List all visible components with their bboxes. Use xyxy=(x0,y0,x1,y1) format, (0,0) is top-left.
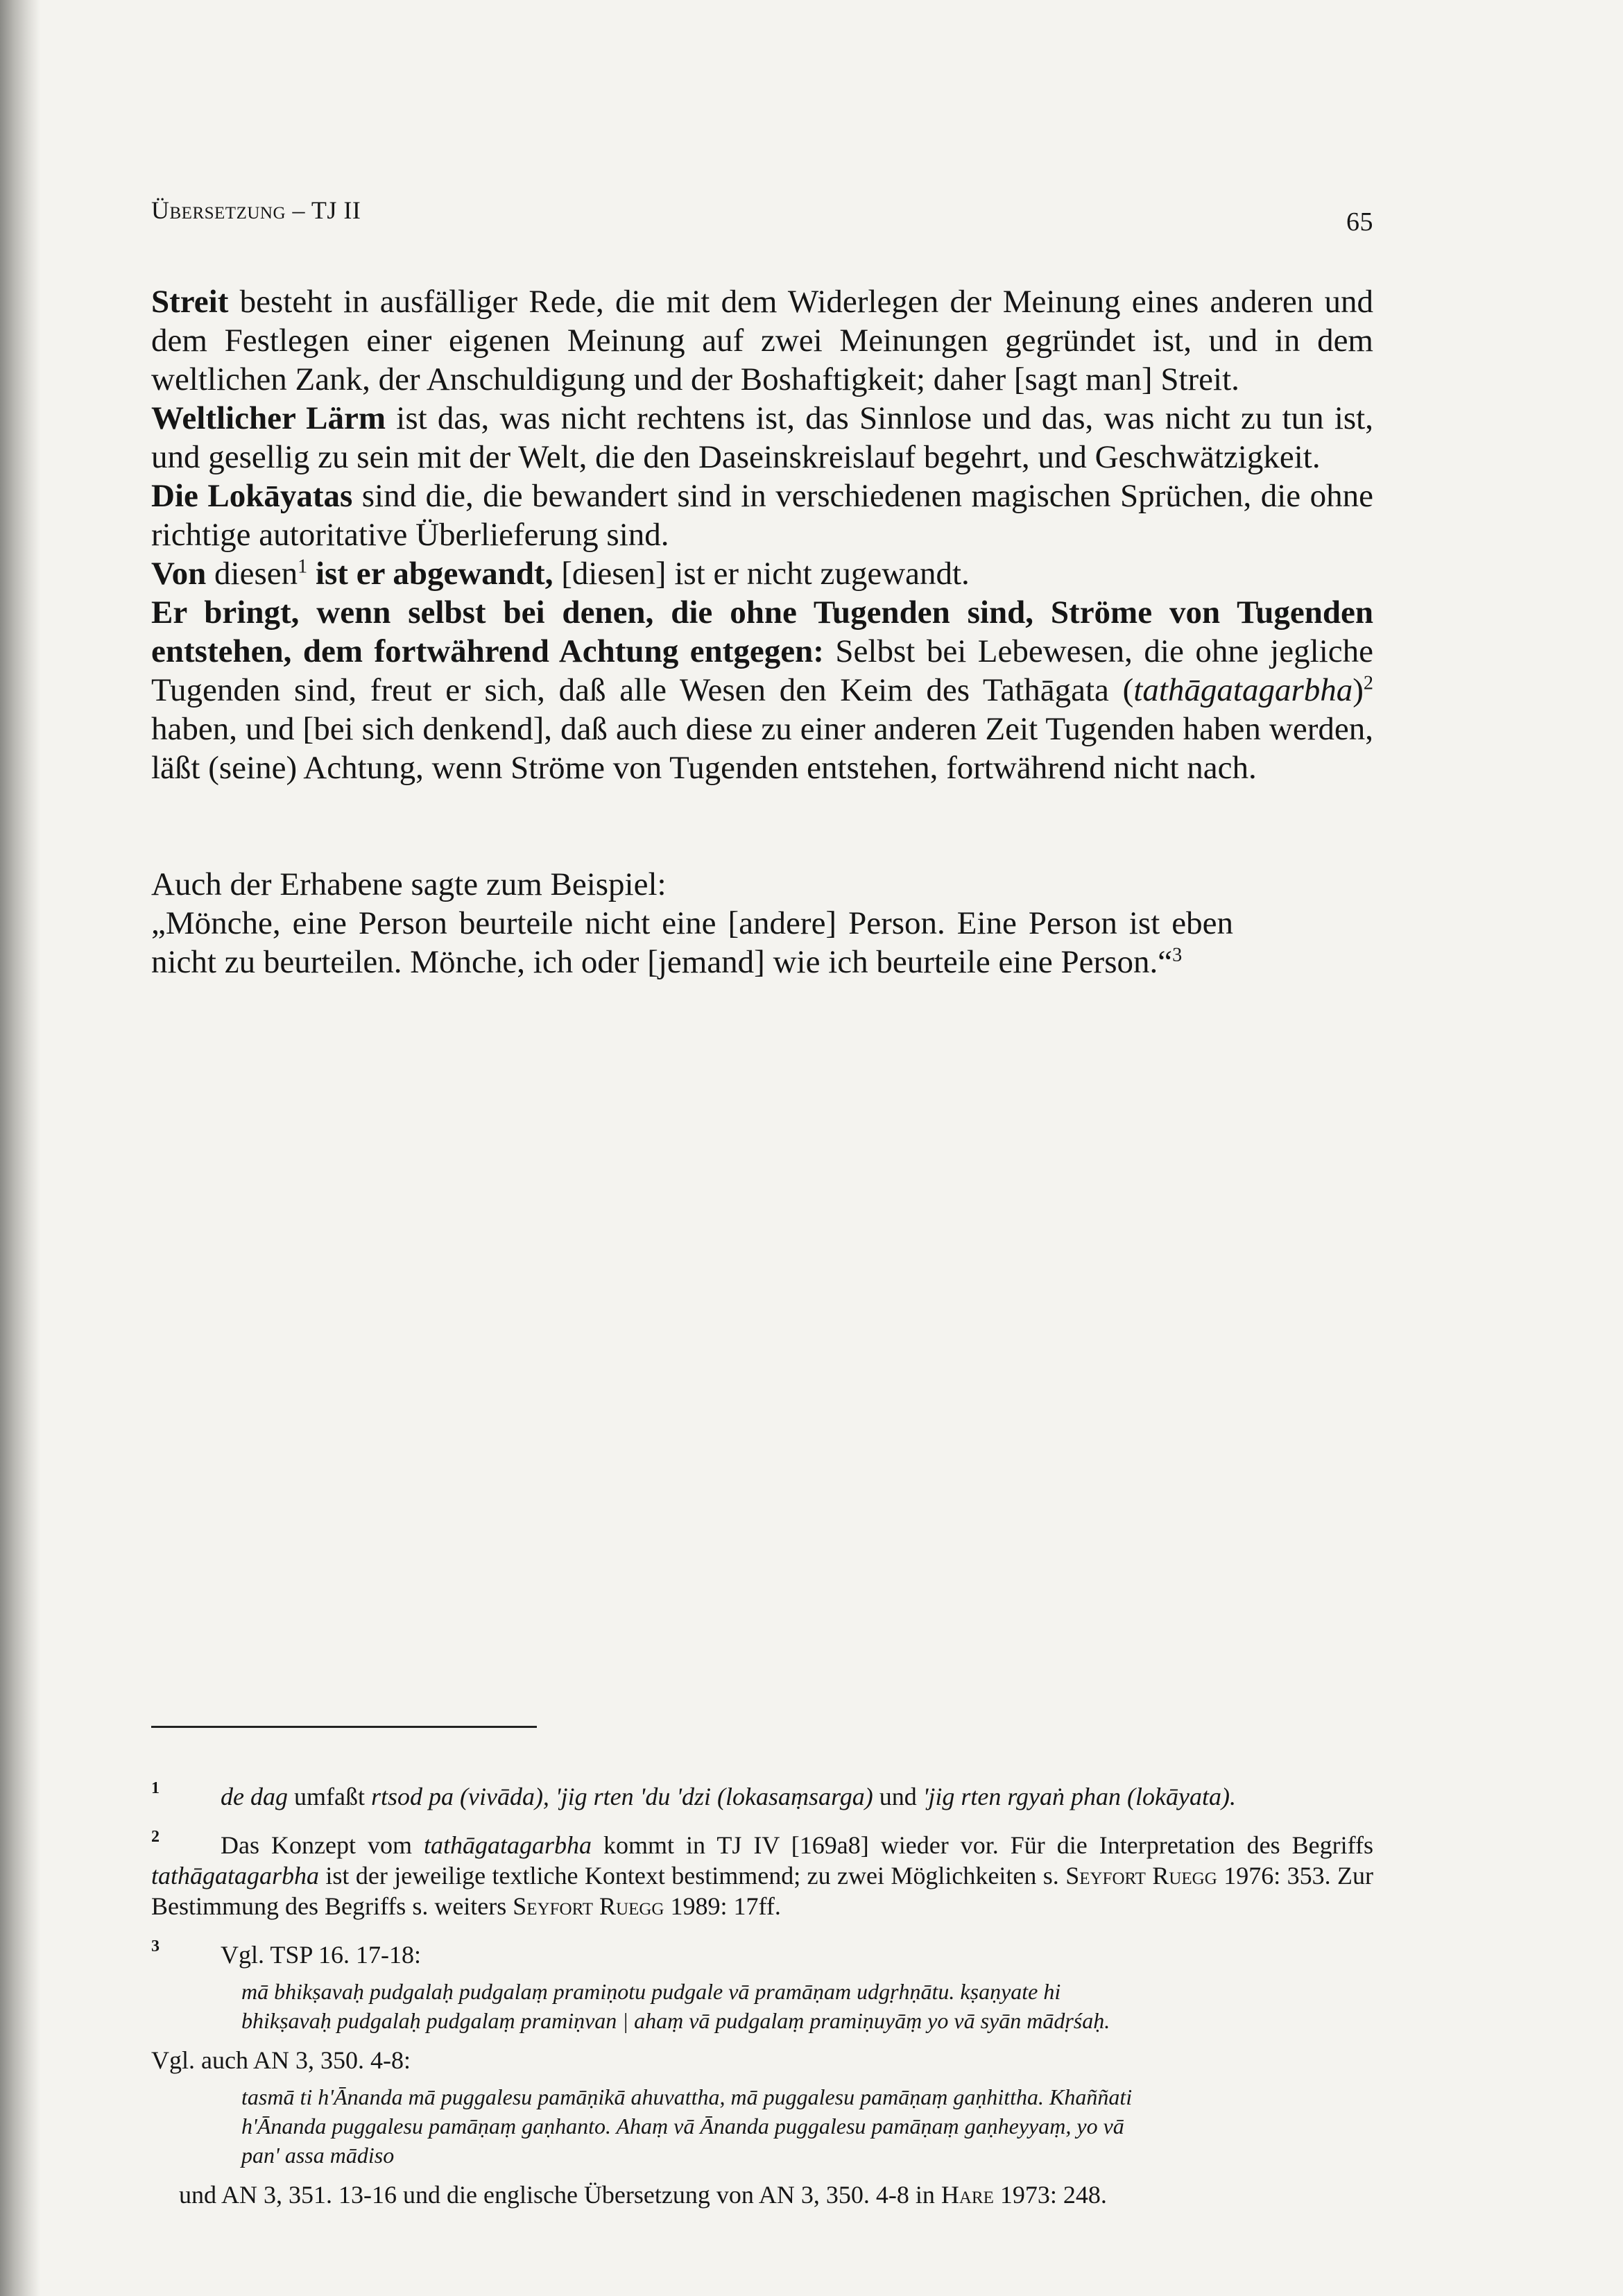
citation-line: h'Ānanda puggalesu pamāṇaṃ gaṇhanto. Ahaṃ vā Ānanda puggalesu pamāṇaṃ gaṇheyyaṃ, yo vā xyxy=(241,2114,1124,2139)
author: Seyfort Ruegg xyxy=(513,1892,664,1920)
author: Seyfort Ruegg xyxy=(1065,1862,1217,1890)
term-abgewandt: ist er abgewandt, xyxy=(307,556,553,592)
text: ist das, was nicht rechtens ist, das Sinnlose und das, was nicht zu tun ist, und gesellig zu sein mit der Welt, die den Daseinskreislauf begehrt, und Geschwätzigkeit. xyxy=(151,400,1373,475)
text: und xyxy=(873,1783,923,1810)
spacer xyxy=(151,787,1373,865)
footnote-3 xyxy=(151,1939,1373,2210)
page-number: 65 xyxy=(1346,207,1373,237)
italic: 'jig rten rgyaṅ phan (lokāyata). xyxy=(922,1783,1236,1810)
scan-binding-edge xyxy=(0,0,40,2296)
term-streit: Streit xyxy=(151,284,229,320)
term-weltlicher-laerm: Weltlicher Lärm xyxy=(151,400,386,436)
italic: de dag xyxy=(221,1783,288,1810)
text: sind die, die bewandert sind in verschiedenen magischen Sprüchen, die ohne richtige autoritative Überlieferung sind. xyxy=(151,478,1373,553)
footnote-separator xyxy=(151,1726,537,1728)
citation-line: tasmā ti h'Ānanda mā puggalesu pamāṇikā ahuvattha, mā puggalesu pamāṇaṃ gaṇhittha. Khaññati xyxy=(241,2084,1133,2109)
footnote-number: 1 xyxy=(151,1779,160,1797)
footnote-number: 3 xyxy=(151,1937,160,1955)
text: umfaßt xyxy=(287,1783,371,1810)
text: 1973: 248. xyxy=(993,2181,1107,2209)
text: ist der jeweilige textliche Kontext bestimmend; zu zwei Möglichkeiten s. xyxy=(319,1862,1066,1890)
paragraph-lokayatas xyxy=(151,477,1373,554)
citation-line: bhikṣavaḥ pudgalaḥ pudgalaṃ pramiṇvan | ahaṃ vā pudgalaṃ pramiṇuyāṃ yo vā syān mādṛśaḥ. xyxy=(241,2008,1110,2033)
term-er-bringt: Er bringt, wenn selbst bei denen, die ohne Tugenden sind, Ströme von Tugenden entstehen, dem fortwährend Achtung entgegen: xyxy=(151,594,1373,669)
text: 1976: 353. Zur Bestimmung des Begriffs s. weiters xyxy=(151,1862,1373,1920)
text: Selbst bei Lebewesen, die ohne jegliche Tugenden sind, freut er sich, daß alle Wesen den Keim des Tathāgata ( xyxy=(151,633,1373,708)
term-tathagatagarbha: tathāgatagarbha xyxy=(1133,672,1353,708)
footnote-2 xyxy=(151,1830,1373,1921)
term-von: Von xyxy=(151,556,207,592)
text: Das Konzept vom xyxy=(221,1831,424,1859)
text: haben, und [bei sich denkend], daß auch diese zu einer anderen Zeit Tugenden haben werden, läßt (seine) Achtung, wenn Ströme von Tugenden entstehen, fortwährend nicht nach. xyxy=(151,711,1373,786)
text: Vgl. auch AN 3, 350. 4-8: xyxy=(151,2046,411,2074)
paragraph-er-bringt xyxy=(151,593,1373,787)
text: und AN 3, 351. 13-16 und die englische Übersetzung von AN 3, 350. 4-8 in xyxy=(179,2181,941,2209)
text: 1989: 17ff. xyxy=(664,1892,781,1920)
pali-citation xyxy=(241,2082,1373,2170)
paragraph-von-diesen xyxy=(151,554,1373,593)
footnote-ref-1[interactable]: 1 xyxy=(298,556,308,578)
text: ) xyxy=(1352,672,1364,708)
footnotes xyxy=(151,1781,1373,2228)
italic: tathāgatagarbha xyxy=(424,1831,592,1859)
footnote-3-tail xyxy=(179,2179,1373,2210)
footnote-ref-2[interactable]: 2 xyxy=(1363,672,1373,694)
citation-line: pan' assa mādiso xyxy=(241,2143,395,2168)
italic: tathāgatagarbha xyxy=(151,1862,320,1890)
footnote-ref-3[interactable]: 3 xyxy=(1172,944,1183,966)
sanskrit-citation xyxy=(241,1977,1373,2035)
paragraph-streit xyxy=(151,282,1373,399)
quote-intro: Auch der Erhabene sagte zum Beispiel: xyxy=(151,866,667,902)
italic: rtsod pa (vivāda), 'jig rten 'du 'dzi (lokasaṃsarga) xyxy=(370,1783,873,1810)
text: diesen xyxy=(206,556,298,592)
paragraph-weltlicher-laerm xyxy=(151,399,1373,477)
footnote-1 xyxy=(151,1781,1373,1812)
running-title: Übersetzung – TJ II xyxy=(151,196,361,224)
term-lokayatas: Die Lokāyatas xyxy=(151,478,353,514)
text: [diesen] ist er nicht zugewandt. xyxy=(553,556,970,592)
text: kommt in TJ IV [169a8] wieder vor. Für die Interpretation des Begriffs xyxy=(592,1831,1373,1859)
author: Hare xyxy=(941,2181,994,2209)
block-quote xyxy=(151,904,1233,982)
main-text xyxy=(151,282,1373,982)
quote-text: „Mönche, eine Person beurteile nicht eine [andere] Person. Eine Person ist eben nicht zu beurteilen. Mönche, ich oder [jemand] wie ich beurteile eine Person.“ xyxy=(151,905,1233,980)
footnote-number: 2 xyxy=(151,1828,160,1846)
citation-line: mā bhikṣavaḥ pudgalaḥ pudgalaṃ pramiṇotu pudgale vā pramāṇam udgṛhṇātu. kṣaṇyate hi xyxy=(241,1979,1061,2004)
text: besteht in ausfälliger Rede, die mit dem Widerlegen der Meinung eines anderen und dem Festlegen einer eigenen Meinung auf zwei Meinungen gegründet ist, und in dem weltlichen Zank, der Anschuldigung und der Boshaftigkeit; daher [sagt man] Streit. xyxy=(151,284,1373,397)
text: Vgl. TSP 16. 17-18: xyxy=(221,1941,422,1969)
